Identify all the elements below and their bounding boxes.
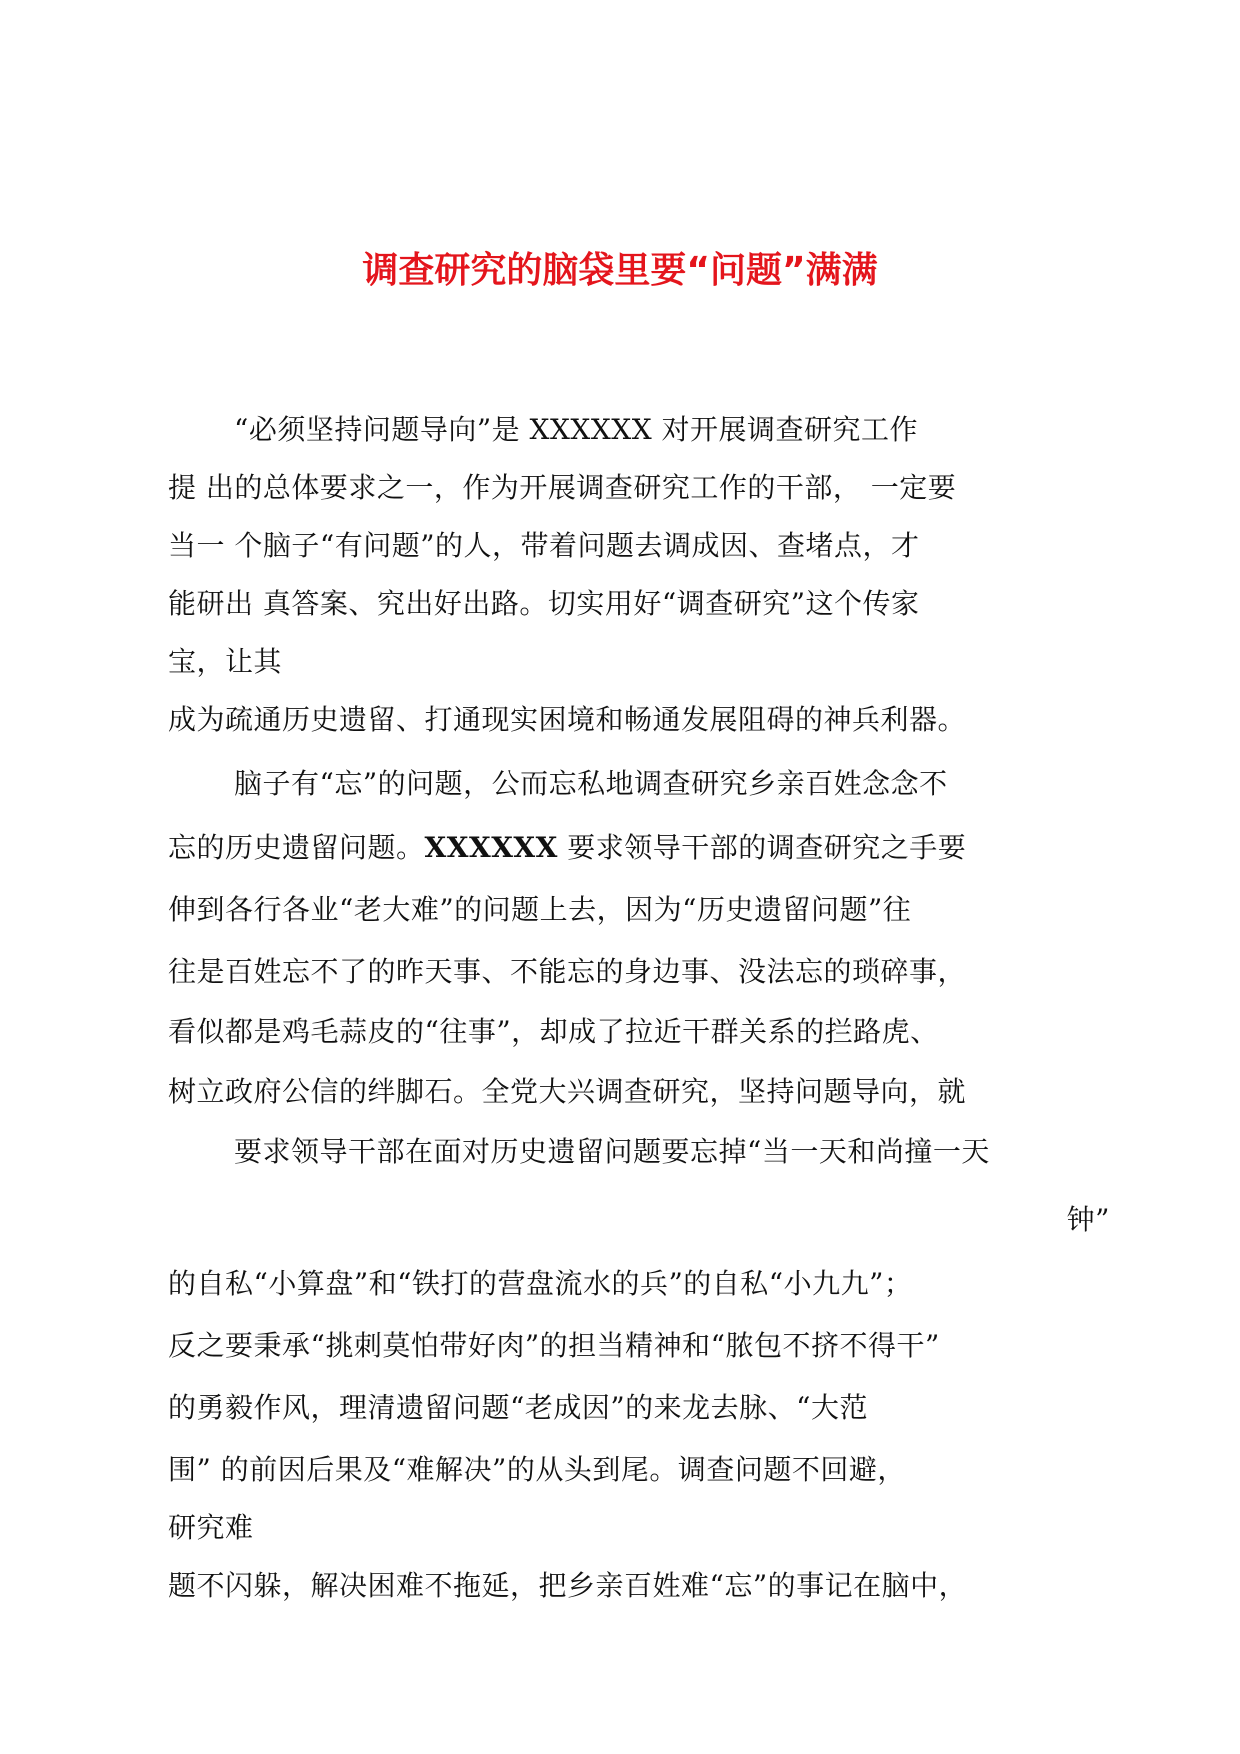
paragraph-line: 题不闪躲，解决困难不拖延，把乡亲百姓难“忘”的事记在脑中， xyxy=(168,1569,968,1602)
paragraph-line: 提 出的总体要求之一，作为开展调查研究工作的干部， 一定要 xyxy=(168,471,957,504)
paragraph-line: 钟” xyxy=(1066,1203,1110,1236)
document-title: 调查研究的脑袋里要“问题”满满 xyxy=(362,250,878,291)
paragraph-line xyxy=(168,828,966,868)
line-text: 要求领导干部的调查研究之手要 xyxy=(557,831,967,864)
paragraph-line: 成为疏通历史遗留、打通现实困境和畅通发展阻碍的神兵利器。 xyxy=(168,703,967,736)
paragraph-line: 伸到各行各业“老大难”的问题上去，因为“历史遗留问题”往 xyxy=(168,893,912,926)
paragraph-line: 往是百姓忘不了的昨天事、不能忘的身边事、没法忘的琐碎事， xyxy=(168,955,967,988)
paragraph-line: 的勇毅作风，理清遗留问题“老成因”的来龙去脉、“大范 xyxy=(168,1391,868,1424)
paragraph-line: 脑子有“忘”的问题，公而忘私地调查研究乡亲百姓念念不 xyxy=(234,767,948,800)
paragraph-line: 树立政府公信的绊脚石。全党大兴调查研究，坚持问题导向，就 xyxy=(168,1075,967,1108)
paragraph-line: 的自私“小算盘”和“铁打的营盘流水的兵”的自私“小九九”； xyxy=(168,1267,913,1300)
redacted-name: XXXXXX xyxy=(424,831,558,864)
line-text: 忘的历史遗留问题。 xyxy=(168,831,425,864)
paragraph-line: 看似都是鸡毛蒜皮的“往事”，却成了拉近干群关系的拦路虎、 xyxy=(168,1015,939,1048)
paragraph-line: 研究难 xyxy=(168,1511,254,1544)
paragraph-line: 要求领导干部在面对历史遗留问题要忘掉“当一天和尚撞一天 xyxy=(234,1135,990,1168)
paragraph-line: 反之要秉承“挑刺莫怕带好肉”的担当精神和“脓包不挤不得干” xyxy=(168,1329,940,1362)
paragraph-line: 围” 的前因后果及“难解决”的从头到尾。调查问题不回避， xyxy=(168,1453,906,1486)
paragraph-line: 能研出 真答案、究出好出路。切实用好“调查研究”这个传家 xyxy=(168,587,920,620)
paragraph-line: 当一 个脑子“有问题”的人，带着问题去调成因、查堵点，才 xyxy=(168,529,920,562)
paragraph-line: “必须坚持问题导向”是 XXXXXX 对开展调查研究工作 xyxy=(234,413,919,446)
paragraph-line: 宝，让其 xyxy=(168,645,283,678)
